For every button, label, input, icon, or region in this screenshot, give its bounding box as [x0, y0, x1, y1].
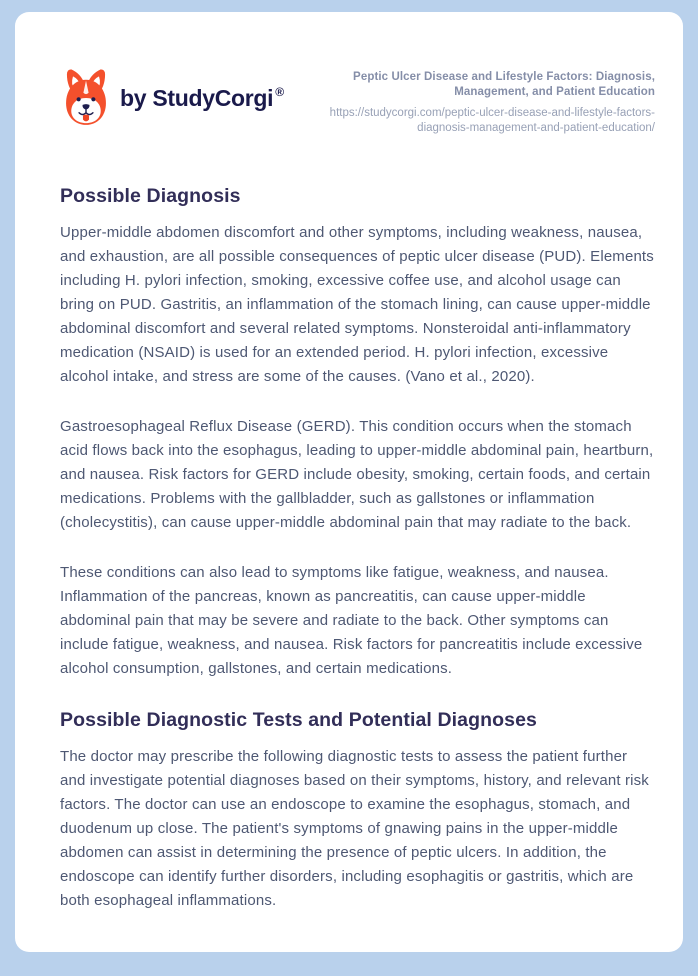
paragraph: Upper-middle abdomen discomfort and other symptoms, including weakness, nausea, and exhaustion, are all possible consequences of peptic ulcer disease (PUD). Elements including H. pylori infection, smoking, excessive coffee use, and alcohol usage can bring on PUD. Gastritis, an inflammation of the stomach lining, can cause upper-middle abdominal discomfort and several related symptoms. Nonsteroidal anti-inflammatory medication (NSAID) is used for an extended period. H. pylori infection, excessive alcohol intake, and stress are some of the causes. (Vano et al., 2020). [60, 224, 654, 385]
registered-mark: ® [275, 84, 284, 99]
page-background [0, 12, 698, 976]
section-heading: Possible Diagnostic Tests and Potential Diagnoses [60, 709, 537, 731]
document-header [60, 68, 655, 136]
document-title: Peptic Ulcer Disease and Lifestyle Factors: Diagnosis, Management, and Patient Education [353, 71, 655, 98]
article-body [60, 183, 655, 913]
document-title-block [321, 68, 655, 136]
brand-label [120, 85, 284, 112]
section-possible-diagnosis [60, 183, 655, 681]
paragraph: These conditions can also lead to symptoms like fatigue, weakness, and nausea. Inflammation of the pancreas, known as pancreatitis, can cause upper-middle abdominal pain that may be severe and radiate to the back. Other symptoms can include fatigue, weakness, and nausea. Risk factors for pancreatitis include excessive alcohol consumption, gallstones, and certain medications. [60, 564, 643, 677]
content-card [15, 12, 683, 952]
document-url: https://studycorgi.com/peptic-ulcer-disease-and-lifestyle-factors-diagnosis-management-and-patient-education/ [329, 107, 655, 134]
paragraph: The doctor may prescribe the following diagnostic tests to assess the patient further and investigate potential diagnoses based on their symptoms, history, and relevant risk factors. The doctor can use an endoscope to examine the esophagus, stomach, and duodenum up close. The patient's symptoms of gnawing pains in the upper-middle abdomen can assist in determining the presence of peptic ulcers. In addition, the endoscope can identify further disorders, including esophagitis or gastritis, which are both esophageal inflammations. [60, 748, 649, 909]
section-diagnostic-tests [60, 707, 655, 913]
studycorgi-logo [60, 68, 284, 128]
brand-text: by StudyCorgi [120, 84, 274, 111]
corgi-logo-icon [60, 68, 112, 128]
section-heading: Possible Diagnosis [60, 185, 241, 207]
paragraph: Gastroesophageal Reflux Disease (GERD). This condition occurs when the stomach acid flows back into the esophagus, leading to upper-middle abdominal pain, heartburn, and nausea. Risk factors for GERD include obesity, smoking, certain foods, and certain medications. Problems with the gallbladder, such as gallstones or inflammation (cholecystitis), can cause upper-middle abdominal pain that may radiate to the back. [60, 418, 654, 531]
